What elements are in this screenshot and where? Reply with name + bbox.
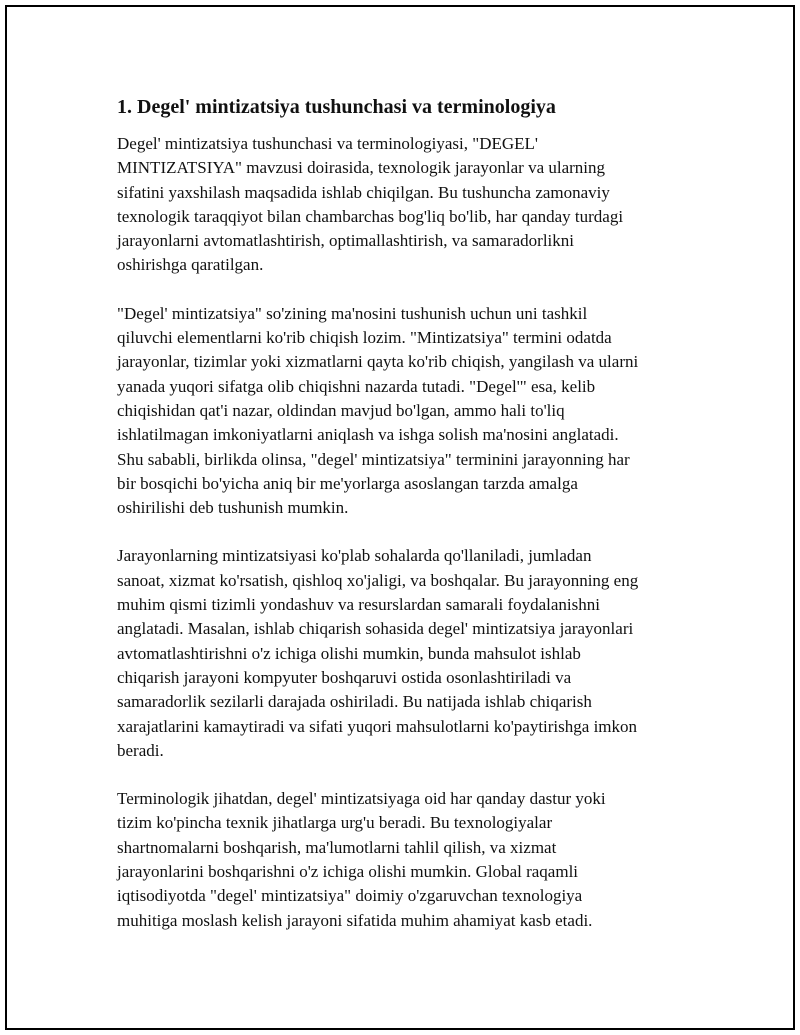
paragraph-3: Jarayonlarning mintizatsiyasi ko'plab sohalarda qo'llaniladi, jumladan sanoat, xizmat ko'rsatish, qishloq xo'jaligi, va boshqalar. Bu jarayonning eng muhim qismi tizimli yondashuv va resurslardan samarali foydalanishni anglatadi. Masalan, ishlab chiqarish sohasida degel' mintizatsiya jarayonlari avtomatlashtirishni o'z ichiga olishi mumkin, bunda mahsulot ishlab chiqarish jarayoni kompyuter boshqaruvi ostida osonlashtiriladi va samaradorlik sezilarli darajada oshiriladi. Bu natijada ishlab chiqarish xarajatlarini kamaytiradi va sifati yuqori mahsulotlarni ko'paytirishga imkon beradi. [117, 546, 639, 760]
paragraph-4: Terminologik jihatdan, degel' mintizatsiyaga oid har qanday dastur yoki tizim ko'pincha texnik jihatlarga urg'u beradi. Bu texnologiyalar shartnomalarni boshqarish, ma'lumotlarni tahlil qilish, va xizmat jarayonlarini boshqarishni o'z ichiga olishi mumkin. Global raqamli iqtisodiyotda "degel' mintizatsiya" doimiy o'zgaruvchan texnologiya muhitiga moslash kelish jarayoni sifatida muhim ahamiyat kasb etadi. [117, 789, 606, 930]
paragraph-2: "Degel' mintizatsiya" so'zining ma'nosini tushunish uchun uni tashkil qiluvchi elementlarni ko'rib chiqish lozim. "Mintizatsiya" termini odatda jarayonlar, tizimlar yoki xizmatlarni qayta ko'rib chiqish, yangilash va ularni yanada yuqori sifatga olib chiqishni nazarda tutadi. "Degel'" esa, kelib chiqishidan qat'i nazar, oldindan mavjud bo'lgan, ammo hali to'liq ishlatilmagan imkoniyatlarni aniqlash va ishga solish ma'nosini anglatadi. Shu sababli, birlikda olinsa, "degel' mintizatsiya" terminini jarayonning har bir bosqichi bo'yicha aniq bir me'yorlarga asoslangan tarzda amalga oshirilishi deb tushunish mumkin. [117, 303, 639, 518]
section-heading: 1. Degel' mintizatsiya tushunchasi va terminologiya [117, 96, 556, 118]
document-body [117, 94, 692, 957]
paragraph-1: Degel' mintizatsiya tushunchasi va terminologiyasi, "DEGEL' MINTIZATSIYA" mavzusi doirasida, texnologik jarayonlar va ularning sifatini yaxshilash maqsadida ishlab chiqilgan. Bu tushuncha zamonaviy texnologik taraqqiyot bilan chambarchas bog'liq bo'lib, har qanday turdagi jarayonlarni avtomatlashtirish, optimallashtirish, va samaradorlikni oshirishga qaratilgan. [117, 134, 624, 275]
